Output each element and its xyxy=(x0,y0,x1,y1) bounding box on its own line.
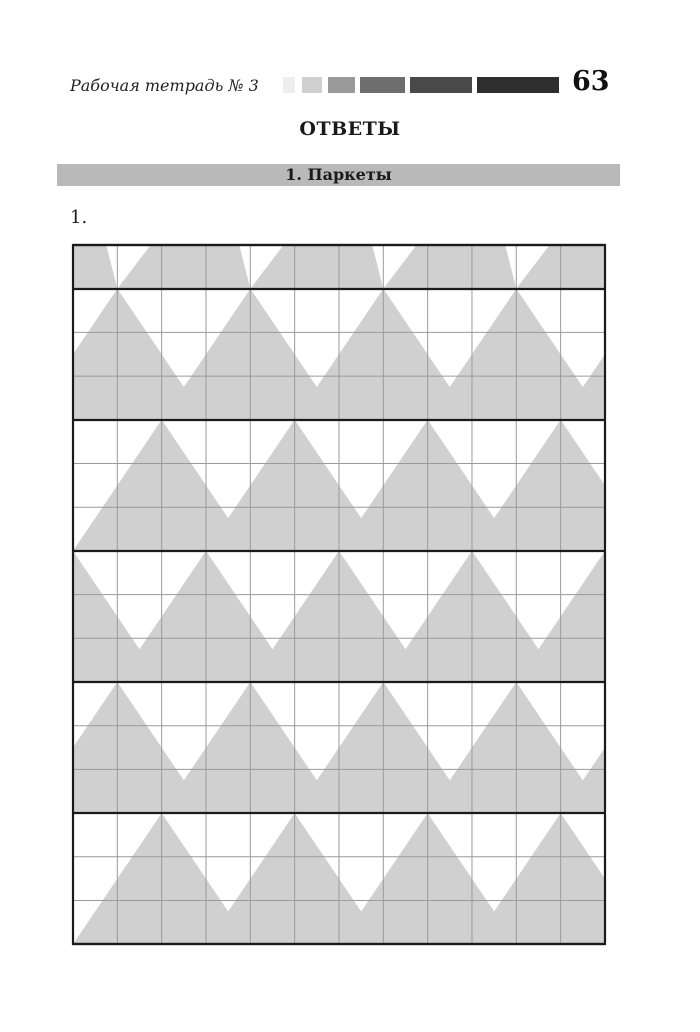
shaded-tile xyxy=(383,245,516,289)
exercise-number: 1. xyxy=(70,207,88,228)
shaded-tile xyxy=(605,420,700,551)
page-number: 63 xyxy=(572,66,610,97)
shaded-tile xyxy=(73,245,117,289)
shaded-tile xyxy=(605,813,700,944)
shaded-tile xyxy=(561,289,700,420)
workbook-title: Рабочая тетрадь № 3 xyxy=(70,76,259,95)
shaded-tile xyxy=(117,245,250,289)
section-banner-title: 1. Паркеты xyxy=(285,165,392,184)
section-heading: ОТВЕТЫ xyxy=(299,118,401,140)
shaded-tile xyxy=(561,682,700,813)
shaded-tile xyxy=(250,245,383,289)
shaded-tile xyxy=(0,551,162,682)
